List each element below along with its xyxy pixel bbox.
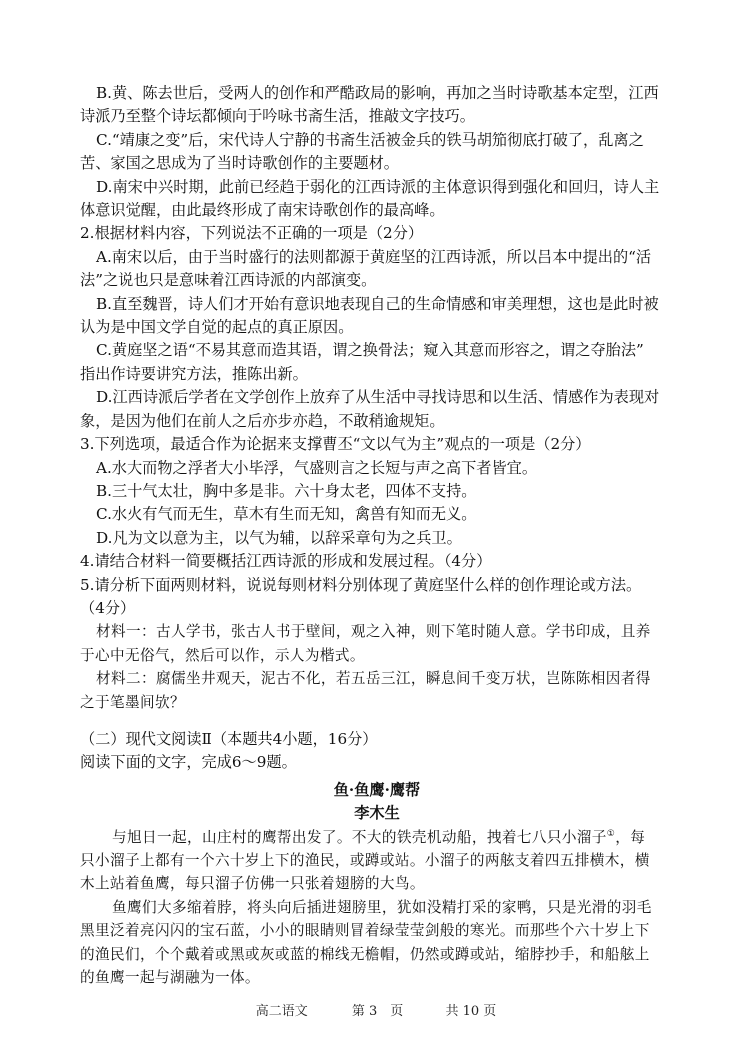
question-5-line-1: 5.请分析下面两则材料，说说每则材料分别体现了黄庭坚什么样的创作理论或方法。 <box>80 575 642 594</box>
paragraph-1-text-a: 与旭日一起，山庄村的鹰帮出发了。不大的铁壳机动船，拽着七八只小溜子 <box>112 828 607 846</box>
option-c-line-2: 苦、家国之思成为了当时诗歌创作的主要题材。 <box>80 154 399 173</box>
footer-page-number: 第 3 页 <box>351 1004 404 1019</box>
q2-option-b-line-2: 认为是中国文学自觉的起点的真正原因。 <box>80 318 354 337</box>
paragraph-1-line-2: 只小溜子上都有一个六十岁上下的渔民，或蹲或站。小溜子的两舷支着四五排横木，横 <box>80 852 650 869</box>
page-content <box>80 82 674 989</box>
q2-option-b-line-1: B.直至魏晋，诗人们才开始有意识地表现自己的生命情感和审美理想，这也是此时被 <box>96 294 659 313</box>
option-d-line-2: 体意识觉醒，由此最终形成了南宋诗歌创作的最高峰。 <box>80 201 445 220</box>
paragraph-1-text-b: ，每 <box>615 828 646 846</box>
q2-option-c-line-2: 指出作诗要讲究方法，推陈出新。 <box>80 364 308 383</box>
story-author: 李木生 <box>354 804 400 823</box>
q3-option-c: C.水火有气而无生，草木有生而无知，禽兽有知而无义。 <box>96 505 477 524</box>
question-4: 4.请结合材料一简要概括江西诗派的形成和发展过程。（4分） <box>80 552 492 571</box>
section-heading: （二）现代文阅读Ⅱ（本题共4小题，16分） <box>80 729 378 748</box>
option-b-line-2: 诗派乃至整个诗坛都倾向于吟咏书斋生活，推敲文字技巧。 <box>80 107 475 126</box>
q2-option-d-line-2: 象，是因为他们在前人之后亦步亦趋，不敢稍逾规矩。 <box>80 411 445 430</box>
q2-option-d-line-1: D.江西诗派后学者在文学创作上放弃了从生活中寻找诗思和以生活、情感作为表现对 <box>96 388 660 407</box>
footnote-marker: ① <box>606 828 616 839</box>
question-5-line-2: （4分） <box>80 598 136 617</box>
q3-option-a: A.水大而物之浮者大小毕浮，气盛则言之长短与声之高下者皆宜。 <box>96 458 538 477</box>
material-2-line-2: 之于笔墨间欤？ <box>80 693 185 711</box>
question-2: 2.根据材料内容，下列说法不正确的一项是（2分） <box>80 224 424 243</box>
paragraph-2-line-3: 的渔民们，个个戴着或黑或灰或蓝的棉线无檐帽，仍然或蹲或站，缩脖抄手，和船舷上 <box>80 945 650 963</box>
q3-option-b: B.三十气太壮，胸中多是非。六十身太老，四体不支持。 <box>96 481 477 500</box>
page-footer <box>0 1000 752 1019</box>
paragraph-2-line-2: 黑里泛着亮闪闪的宝石蓝，小小的眼睛则冒着绿莹莹剑般的寒光。而那些个六十岁上下 <box>80 922 650 940</box>
q2-option-a-line-2: 法”之说也只是意味着江西诗派的内部演变。 <box>80 271 377 290</box>
q2-option-c-line-1: C.黄庭坚之语“不易其意而造其语，谓之换骨法；窥入其意而形容之，谓之夺胎法” <box>96 341 644 360</box>
footer-total-pages: 共 10 页 <box>445 1004 497 1019</box>
q3-option-d: D.凡为文以意为主，以气为辅，以辞采章句为之兵卫。 <box>96 528 462 547</box>
paragraph-2-line-4: 的鱼鹰一起与湖融为一体。 <box>80 969 260 987</box>
section-gap <box>80 714 674 728</box>
material-1-line-1: 材料一：古人学书，张古人书于壁间，观之入神，则下笔时随人意。学书印成，且养 <box>96 623 651 641</box>
option-b-line-1: B.黄、陈去世后，受两人的创作和严酷政局的影响，再加之当时诗歌基本定型，江西 <box>96 84 659 102</box>
reading-instruction: 阅读下面的文字，完成6～9题。 <box>80 753 297 772</box>
footer-subject: 高二语文 <box>255 1004 308 1019</box>
paragraph-2-line-1: 鱼鹰们大多缩着脖，将头向后插进翅膀里，犹如没精打采的家鸭，只是光滑的羽毛 <box>112 898 652 916</box>
story-title: 鱼·鱼鹰·鹰帮 <box>333 780 421 799</box>
paragraph-1-line-1 <box>80 826 674 849</box>
option-c-line-1: C.“靖康之变”后，宋代诗人宁静的书斋生活被金兵的铁马胡笳彻底打破了，乱离之 <box>96 130 644 149</box>
question-3: 3.下列选项，最适合作为论据来支撑曹丕“文以气为主”观点的一项是（2分） <box>80 435 591 454</box>
material-2-line-1: 材料二：腐儒坐井观天，泥古不化，若五岳三江，瞬息间千变万状，岂陈陈相因者得 <box>96 670 651 688</box>
paragraph-1-line-3: 木上站着鱼鹰，每只溜子仿佛一只张着翅膀的大鸟。 <box>80 875 425 893</box>
option-d-line-1: D.南宋中兴时期，此前已经趋于弱化的江西诗派的主体意识得到强化和回归，诗人主 <box>96 177 660 196</box>
q2-option-a-line-1: A.南宋以后，由于当时盛行的法则都源于黄庭坚的江西诗派，所以吕本中提出的“活 <box>96 247 652 266</box>
material-1-line-2: 于心中无俗气，然后可以作，示人为楷式。 <box>80 646 365 664</box>
